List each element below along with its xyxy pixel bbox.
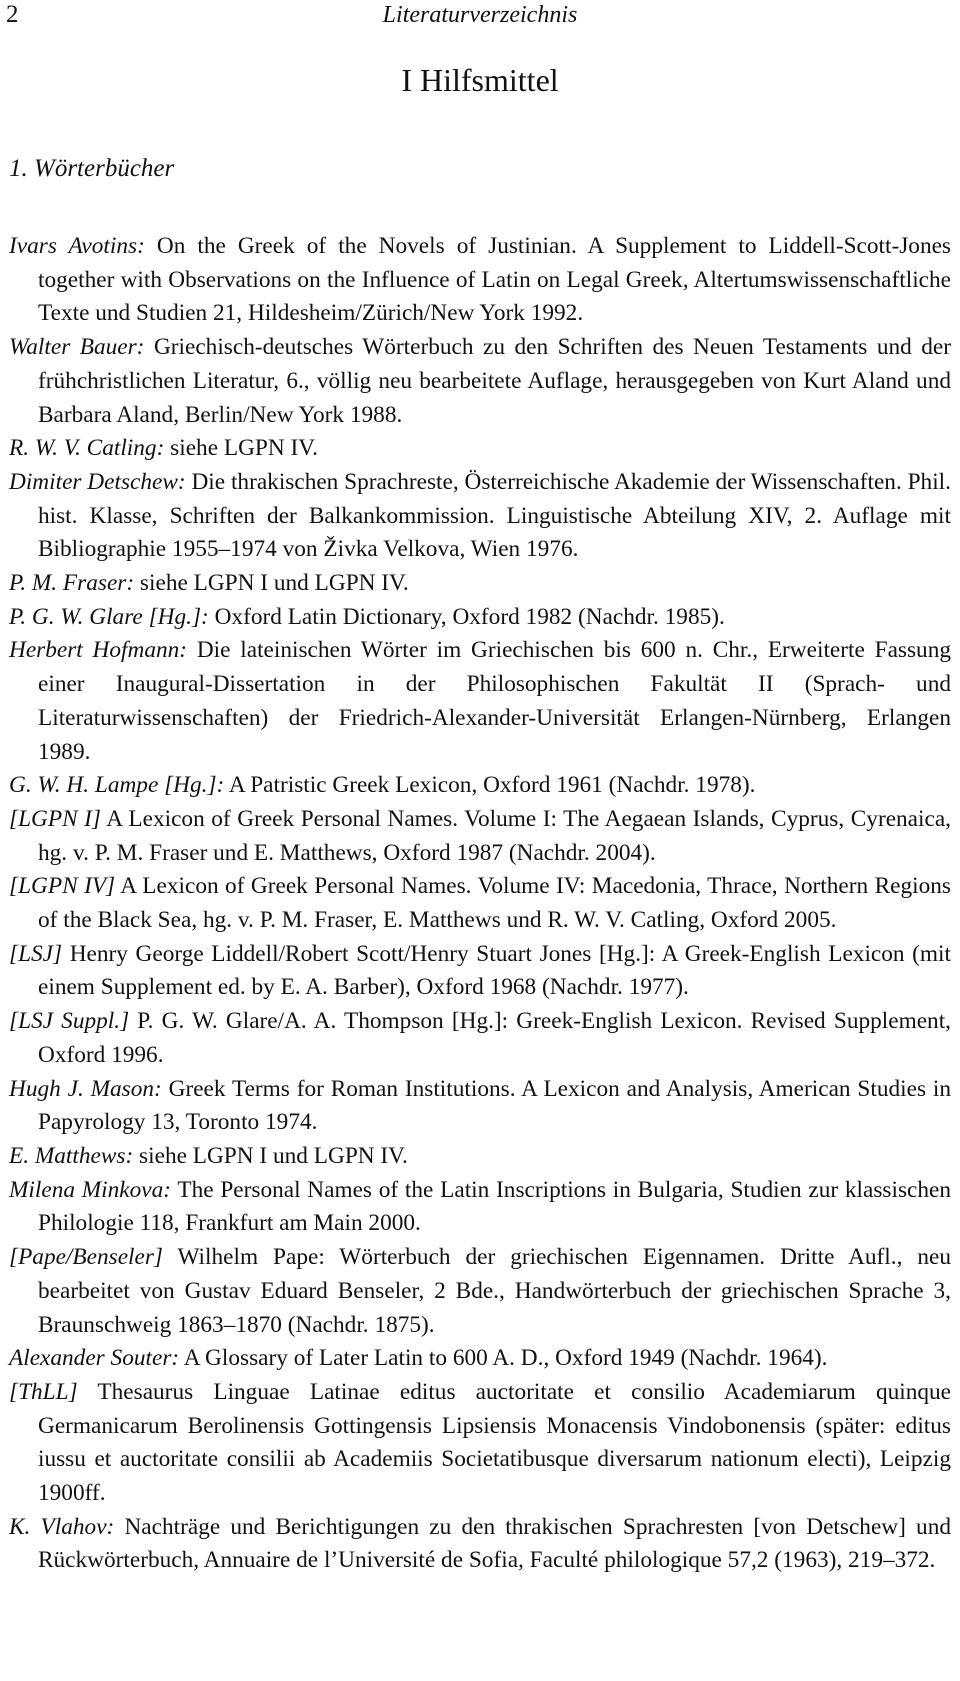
bibliography-entry bbox=[9, 601, 951, 635]
bibliography-entry bbox=[9, 1511, 951, 1578]
entry-text: Nachträge und Berichtigungen zu den thrakischen Sprachresten [von Detschew] und Rückwörterbuch, Annuaire de l’Université de Sofia, Faculté philologique 57,2 (1963), 219–372. bbox=[38, 1513, 951, 1574]
entry-text: A Lexicon of Greek Personal Names. Volume I: The Aegaean Islands, Cyprus, Cyrenaica, hg. v. P. M. Fraser und E. Matthews, Oxford 1987 (Nachdr. 2004). bbox=[38, 805, 952, 866]
entry-text: The Personal Names of the Latin Inscriptions in Bulgaria, Studien zur klassischen Philologie 118, Frankfurt am Main 2000. bbox=[38, 1176, 952, 1237]
bibliography-entry bbox=[9, 634, 951, 769]
subsection-title: 1. Wörterbücher bbox=[9, 155, 175, 182]
entry-author: Walter Bauer: bbox=[9, 334, 145, 361]
bibliography-entry bbox=[9, 230, 951, 331]
entry-text: A Glossary of Later Latin to 600 A. D., Oxford 1949 (Nachdr. 1964). bbox=[179, 1345, 828, 1372]
section-title: I Hilfsmittel bbox=[401, 62, 559, 98]
entry-text: Die thrakischen Sprachreste, Österreichische Akademie der Wissenschaften. Phil. hist. Klasse, Schriften der Balkankommission. Linguistische Abteilung XIV, 2. Auflage mit Bibliographie 1955–1974 von Živka Velkova, Wien 1976. bbox=[38, 468, 951, 563]
entry-text: Griechisch-deutsches Wörterbuch zu den Schriften des Neuen Testaments und der frühchristlichen Literatur, 6., völlig neu bearbeitete Auflage, herausgegeben von Kurt Aland und Barbara Aland, Berlin/New York 1988. bbox=[38, 334, 951, 428]
entry-text: On the Greek of the Novels of Justinian. A Supplement to Liddell-Scott-Jones together with Observations on the Influence of Latin on Legal Greek, Altertumswissenschaftliche Texte und Studien 21, Hildesheim/Zürich/New York 1992. bbox=[38, 233, 951, 327]
bibliography-list bbox=[9, 230, 951, 1578]
bibliography-entry bbox=[9, 1005, 951, 1072]
running-head: Literaturverzeichnis bbox=[382, 2, 578, 28]
entry-text: Wilhelm Pape: Wörterbuch der griechischen Eigennamen. Dritte Aufl., neu bearbeitet von Gustav Eduard Benseler, 2 Bde., Handwörterbuch der griechischen Sprache 3, Braunschweig 1863–1870 (Nachdr. 1875). bbox=[38, 1244, 951, 1338]
entry-author: Alexander Souter: bbox=[9, 1345, 180, 1372]
bibliography-entry bbox=[9, 870, 951, 937]
entry-author: Milena Minkova: bbox=[9, 1176, 172, 1203]
entry-author: R. W. V. Catling: bbox=[9, 435, 165, 462]
entry-author: [Pape/Benseler] bbox=[9, 1244, 163, 1271]
entry-author: E. Matthews: bbox=[9, 1142, 134, 1169]
bibliography-entry bbox=[9, 1174, 951, 1241]
bibliography-entry bbox=[9, 1073, 951, 1140]
page-number: 2 bbox=[6, 1, 19, 28]
entry-author: [ThLL] bbox=[9, 1378, 78, 1405]
entry-text: Henry George Liddell/Robert Scott/Henry Stuart Jones [Hg.]: A Greek-English Lexicon (mit einem Supplement ed. by E. A. Barber), Oxford 1968 (Nachdr. 1977). bbox=[38, 940, 951, 1001]
entry-text: Greek Terms for Roman Institutions. A Lexicon and Analysis, American Studies in Papyrology 13, Toronto 1974. bbox=[38, 1075, 951, 1136]
entry-text: Thesaurus Linguae Latinae editus auctoritate et consilio Academiarum quinque Germanicarum Berolinensis Gottingensis Lipsiensis Monacensis Vindobonensis (später: editus iussu et auctoritate consilii ab Academiis Societatibusque diversarum nationum electi), Leipzig 1900ff. bbox=[38, 1378, 951, 1507]
entry-text: siehe LGPN I und LGPN IV. bbox=[134, 570, 409, 597]
bibliography-entry bbox=[9, 1140, 951, 1174]
entry-author: Dimiter Detschew: bbox=[9, 468, 186, 495]
entry-author: P. G. W. Glare [Hg.]: bbox=[9, 603, 209, 630]
bibliography-entry bbox=[9, 769, 951, 803]
bibliography-entry bbox=[9, 803, 951, 870]
bibliography-entry bbox=[9, 938, 951, 1005]
entry-text: Die lateinischen Wörter im Griechischen bis 600 n. Chr., Erweiterte Fassung einer Inaugural-Dissertation in der Philosophischen Fakultät II (Sprach- und Literaturwissenschaften) der Friedrich-Alexander-Universität Erlangen-Nürnberg, Erlangen 1989. bbox=[38, 637, 951, 765]
entry-author: [LSJ] bbox=[9, 940, 63, 967]
bibliography-entry bbox=[9, 331, 951, 432]
entry-author: [LSJ Suppl.] bbox=[9, 1008, 130, 1035]
entry-author: P. M. Fraser: bbox=[9, 570, 135, 597]
bibliography-entry bbox=[9, 1376, 951, 1511]
entry-text: siehe LGPN I und LGPN IV. bbox=[133, 1142, 408, 1169]
entry-text: A Patristic Greek Lexicon, Oxford 1961 (Nachdr. 1978). bbox=[224, 772, 756, 799]
entry-author: Hugh J. Mason: bbox=[9, 1075, 162, 1102]
entry-text: siehe LGPN IV. bbox=[164, 435, 318, 462]
entry-text: P. G. W. Glare/A. A. Thompson [Hg.]: Greek-English Lexicon. Revised Supplement, Oxford 1996. bbox=[38, 1008, 951, 1068]
entry-text: Oxford Latin Dictionary, Oxford 1982 (Nachdr. 1985). bbox=[208, 603, 725, 630]
entry-author: [LGPN I] bbox=[9, 805, 102, 832]
entry-author: G. W. H. Lampe [Hg.]: bbox=[9, 772, 225, 799]
entry-author: Herbert Hofmann: bbox=[9, 637, 188, 664]
bibliography-entry bbox=[9, 432, 951, 466]
entry-author: K. Vlahov: bbox=[9, 1513, 115, 1540]
bibliography-entry bbox=[9, 567, 951, 601]
bibliography-entry bbox=[9, 1241, 951, 1342]
entry-author: Ivars Avotins: bbox=[9, 233, 145, 259]
entry-text: A Lexicon of Greek Personal Names. Volume IV: Macedonia, Thrace, Northern Regions of the Black Sea, hg. v. P. M. Fraser, E. Matthews und R. W. V. Catling, Oxford 2005. bbox=[38, 873, 951, 934]
entry-author: [LGPN IV] bbox=[9, 873, 116, 900]
bibliography-entry bbox=[9, 466, 951, 567]
bibliography-entry bbox=[9, 1342, 951, 1376]
